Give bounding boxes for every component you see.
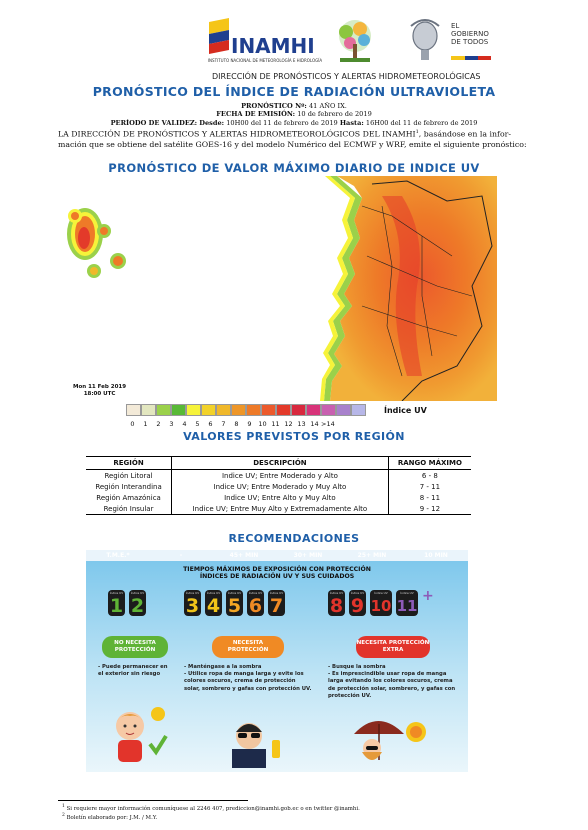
region-cell: Región Amazónica <box>96 493 161 502</box>
uv-scale-title: Índice UV <box>384 406 427 415</box>
description-cell: Indice UV; Entre Muy Alto y Extremadamente Alto <box>172 503 389 515</box>
infographic-heading: TIEMPOS MÁXIMOS DE EXPOSICIÓN CON PROTECCIÓN ÍNDICES DE RADIACIÓN UV Y SUS CUIDADOS <box>183 566 371 580</box>
uv-scale-value: 6 <box>208 420 213 428</box>
uv-scale-swatch <box>261 404 276 416</box>
tree-emblem-icon <box>330 16 380 66</box>
extra-protection-pill: NECESITA PROTECCIÓN EXTRA <box>356 636 430 658</box>
uv-scale-swatch <box>336 404 351 416</box>
uv-scale-swatch <box>156 404 171 416</box>
uv-scale-swatch <box>126 404 141 416</box>
region-cell: Región Litoral <box>104 471 153 480</box>
range-cell: 9 - 12 <box>388 503 471 515</box>
uv-tile: Índice UV 7 <box>269 591 284 617</box>
col-region-header: REGIÓN <box>86 457 172 470</box>
uv-scale-swatch <box>351 404 366 416</box>
uv-scale-value: 12 <box>284 420 293 428</box>
time-bar-green: - <box>179 552 183 559</box>
gov-logo-line1: EL <box>451 22 460 30</box>
table-row <box>86 481 471 492</box>
uv-scale-swatch <box>321 404 336 416</box>
protection-pill: NECESITA PROTECCIÓN <box>212 636 284 658</box>
uv-tile: Índice UV 8 <box>329 591 344 617</box>
inamhi-wordmark: INAMHI <box>231 34 315 58</box>
government-logo <box>403 16 493 66</box>
uv-tile: Índice UV 1 <box>109 591 124 617</box>
uv-tile: Índice UV 5 <box>227 591 242 617</box>
col-description-header: DESCRIPCIÓN <box>172 457 389 470</box>
time-bar-orange: 30+ MIN <box>293 552 323 559</box>
table-row <box>86 503 471 515</box>
table-header-row <box>86 457 471 470</box>
inamhi-subtitle: INSTITUTO NACIONAL DE METEOROLOGÍA E HIDROLOGÍA <box>207 58 323 63</box>
time-bar-purple: 10 MIN <box>424 552 448 559</box>
uv-scale-value: 7 <box>221 420 226 428</box>
table-row <box>86 470 471 482</box>
uv-scale-swatch <box>201 404 216 416</box>
page-title: PRONÓSTICO DEL ÍNDICE DE RADIACIÓN ULTRAVIOLETA <box>92 84 496 99</box>
range-cell: 6 - 8 <box>421 471 438 480</box>
uv-tile: Índice UV 11 <box>396 591 418 615</box>
directorate-title: DIRECCIÓN DE PRONÓSTICOS Y ALERTAS HIDROMETEOROLÓGICAS <box>212 72 481 81</box>
child-illustration-icon <box>100 704 170 764</box>
group-low-uv <box>92 586 176 770</box>
tme-bar: T.M.E.* <box>106 552 130 559</box>
uv-scale-swatch <box>231 404 246 416</box>
uv-scale-value: >14 <box>321 420 335 428</box>
description-cell: Indice UV; Entre Alto y Muy Alto <box>172 492 389 503</box>
gov-flag-stripe-icon <box>451 56 491 60</box>
uv-scale-value: 1 <box>143 420 148 428</box>
uv-infographic <box>86 550 468 772</box>
uv-scale-value: 13 <box>297 420 306 428</box>
validity-period: PERÍODO DE VALIDEZ: Desde: 10H00 del 11 de febrero de 2019 Hasta: 16H00 del 11 de febrero de 2019 <box>110 119 478 127</box>
group-high-uv <box>322 586 462 770</box>
range-cell: 7 - 11 <box>419 482 441 491</box>
uv-scale-value: 0 <box>130 420 135 428</box>
col-range-header: RANGO MÁXIMO <box>388 457 471 470</box>
description-cell: Indice UV; Entre Moderado y Alto <box>172 470 389 482</box>
high-uv-advice: - Busque la sombra - Es imprescindible usar ropa de manga larga evitando los colores oscuros, crema de protección solar, sombrero, y gafas con protección UV. <box>328 664 456 699</box>
uv-scale-value: 9 <box>247 420 252 428</box>
gov-logo-line3: DE TODOS <box>451 38 489 46</box>
institutional-emblem <box>330 16 380 66</box>
coat-of-arms-icon <box>403 16 447 64</box>
no-protection-pill: NO NECESITA PROTECCIÓN <box>102 636 168 658</box>
inamhi-logo <box>205 14 325 66</box>
uv-scale-swatch <box>171 404 186 416</box>
man-sunglasses-illustration-icon <box>204 718 294 768</box>
uv-scale-swatch <box>291 404 306 416</box>
region-cell: Región Insular <box>86 503 172 515</box>
uv-tile: Índice UV 4 <box>206 591 221 617</box>
group-moderate-uv <box>178 586 318 770</box>
uv-tiles-moderate <box>184 590 289 616</box>
uv-scale-value: 8 <box>234 420 239 428</box>
uv-tiles-low <box>108 590 150 616</box>
intro-paragraph: LA DIRECCIÓN DE PRONÓSTICOS Y ALERTAS HIDROMETEOROLÓGICOS DEL INAMHI$^1$, basándose en la infor- mación que se obtiene del satélite GOES-16 y del modelo Numérico del ECMWF y WRF, emite el siguiente pronóstico: <box>58 129 527 149</box>
map-title: PRONÓSTICO DE VALOR MÁXIMO DIARIO DE INDICE UV <box>108 161 480 175</box>
plus-icon: + <box>422 588 434 604</box>
uv-forecast-map <box>62 176 497 401</box>
uv-tile: Índice UV 3 <box>185 591 200 617</box>
range-cell: 8 - 11 <box>419 493 441 502</box>
uv-scale-swatch <box>141 404 156 416</box>
footnote-2: $^2$ Boletín elaborado por: J.M. / M.Y. <box>62 813 158 821</box>
uv-scale-value: 11 <box>271 420 280 428</box>
uv-tile: Índice UV 10 <box>370 591 392 615</box>
uv-scale-value: 10 <box>258 420 267 428</box>
uv-scale-value: 3 <box>169 420 174 428</box>
uv-scale-labels <box>126 420 334 428</box>
footnote-1: $^1$ Si requiere mayor información comuníquese al 2246 407, prediccion@inamhi.gob.ec o en twitter @inamhi. <box>62 804 360 812</box>
galapagos-islands <box>67 208 126 278</box>
woman-umbrella-illustration-icon <box>350 712 430 768</box>
forecast-number: PRONÓSTICO Nº: 41 AÑO IX. <box>241 102 347 110</box>
table-row <box>86 492 471 503</box>
uv-scale-swatch <box>276 404 291 416</box>
regions-table <box>86 456 471 515</box>
time-bar-red: 25+ MIN <box>357 552 387 559</box>
uv-scale-swatch <box>306 404 321 416</box>
time-bar-yellow: 45+ MIN <box>229 552 259 559</box>
uv-tile: Índice UV 2 <box>130 591 145 617</box>
moderate-uv-advice: - Manténgase a la sombra - Utilice ropa de manga larga y evite los colores oscuros, crema de protección solar, sombrero y gafas con protección UV. <box>184 664 312 692</box>
uv-color-scale <box>126 404 366 416</box>
low-uv-advice: - Puede permanecer en el exterior sin riesgo <box>98 664 168 678</box>
uv-scale-value: 5 <box>195 420 200 428</box>
uv-tile: Índice UV 9 <box>350 591 365 617</box>
uv-scale-swatch <box>186 404 201 416</box>
map-timestamp: Mon 11 Feb 2019 18:00 UTC <box>70 383 129 399</box>
uv-scale-value: 2 <box>156 420 161 428</box>
uv-scale-value: 4 <box>182 420 187 428</box>
issue-date: FECHA DE EMISIÓN: 10 de febrero de 2019 <box>216 110 372 118</box>
gov-logo-line2: GOBIERNO <box>451 30 489 38</box>
regions-title: VALORES PREVISTOS POR REGIÓN <box>183 430 405 443</box>
uv-scale-swatch <box>246 404 261 416</box>
uv-tile: Índice UV 6 <box>248 591 263 617</box>
uv-tiles-high <box>328 590 434 616</box>
region-cell: Región Interandina <box>95 482 162 491</box>
uv-scale-swatch <box>216 404 231 416</box>
footnote-rule <box>58 800 248 801</box>
uv-scale-value: 14 <box>310 420 319 428</box>
recommendations-title: RECOMENDACIONES <box>228 532 360 545</box>
description-cell: Indice UV; Entre Moderado y Muy Alto <box>172 481 389 492</box>
